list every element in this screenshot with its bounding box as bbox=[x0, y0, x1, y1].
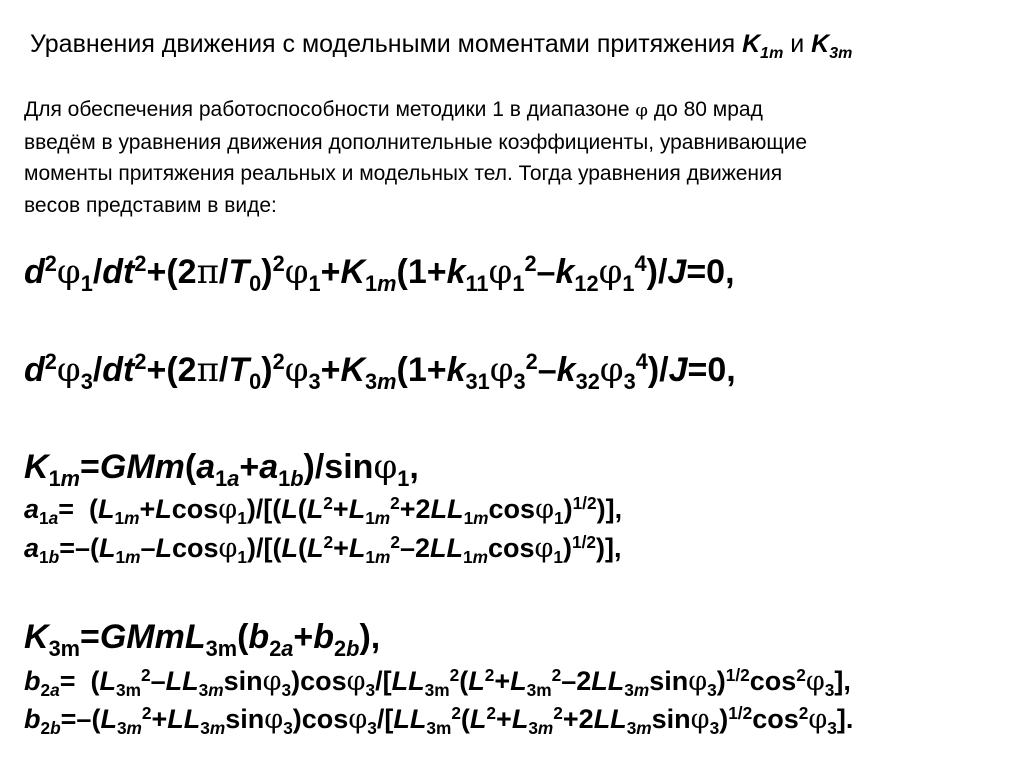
phi-symbol: φ bbox=[635, 100, 648, 121]
paragraph-line-1b: до 80 мрад bbox=[648, 98, 763, 121]
equation-a1b: $a_{1b}=-(L_{1m}-Lcos\varphi_1)/[(L(L^2+L_{1m}^2-2LL_{1m}\cos\varphi_1)^{1/2})]$, bbox=[24, 531, 622, 568]
paragraph-line-3: моменты притяжения реальных и модельных тел. Тогда уравнения движения bbox=[24, 162, 783, 185]
intro-paragraph bbox=[24, 94, 984, 221]
title-k3-sub: 3m bbox=[829, 44, 853, 62]
title-k1-sub: 1m bbox=[760, 44, 784, 62]
slide-title bbox=[30, 30, 853, 62]
title-conj: и bbox=[783, 30, 812, 58]
equation-b2a: $b_{2a}= (L_{3m}^2-LL_{3m}\sin\varphi_3)\cos\varphi_3/[LL_{3m}^2(L^2+L_{3m}^2-2LL_{3m}\sin\varphi_3)^{1/2}\cos^2\varphi_3]$, bbox=[24, 664, 851, 701]
title-k3-base: K bbox=[811, 30, 830, 58]
title-k1-base: K bbox=[742, 30, 761, 58]
paragraph-line-1 bbox=[24, 94, 984, 127]
equation-k1m: $K_{1m}=GMm(a_{1a}+a_{1b})/\sin\varphi_1$, bbox=[24, 447, 419, 491]
equation-2: $d^2\varphi_3/dt^2+(2\pi/T_0)^2\varphi_3+K_{3m}(1+k_{31}\varphi_3^2-k_{32}\varphi_3^4)/J=0$, bbox=[24, 349, 736, 394]
paragraph-line-2: введём в уравнения движения дополнительные коэффициенты, уравнивающие bbox=[24, 130, 808, 154]
equation-b2b: $b_{2b}=-(L_{3m}^2+LL_{3m}\sin\varphi_3)\cos\varphi_3/[LL_{3m}^2(L^2+L_{3m}^2+2LL_{3m}\sin\varphi_3)^{1/2}\cos^2\varphi_3]$. bbox=[24, 702, 854, 739]
paragraph-line-1a: Для обеспечения работоспособности методики 1 в диапазоне bbox=[24, 98, 636, 121]
paragraph-line-4: весов представим в виде: bbox=[24, 193, 277, 217]
title-text: Уравнения движения с модельными моментами притяжения bbox=[30, 30, 743, 58]
equation-k3m: $K_{3m}=GMmL_{3m}(b_{2a}+b_{2b})$, bbox=[24, 618, 381, 661]
equation-1: $d^2\varphi_1/dt^2+(2\pi/T_0)^2\varphi_1+K_{1m}(1+k_{11}\varphi_1^2-k_{12}\varphi_1^4)/J=0$, bbox=[24, 251, 735, 296]
equation-a1a: $a_{1a}= (L_{1m}+Lcos\varphi_1)/[(L(L^2+L_{1m}^2+2LL_{1m}\cos\varphi_1)^{1/2})]$, bbox=[24, 492, 623, 529]
